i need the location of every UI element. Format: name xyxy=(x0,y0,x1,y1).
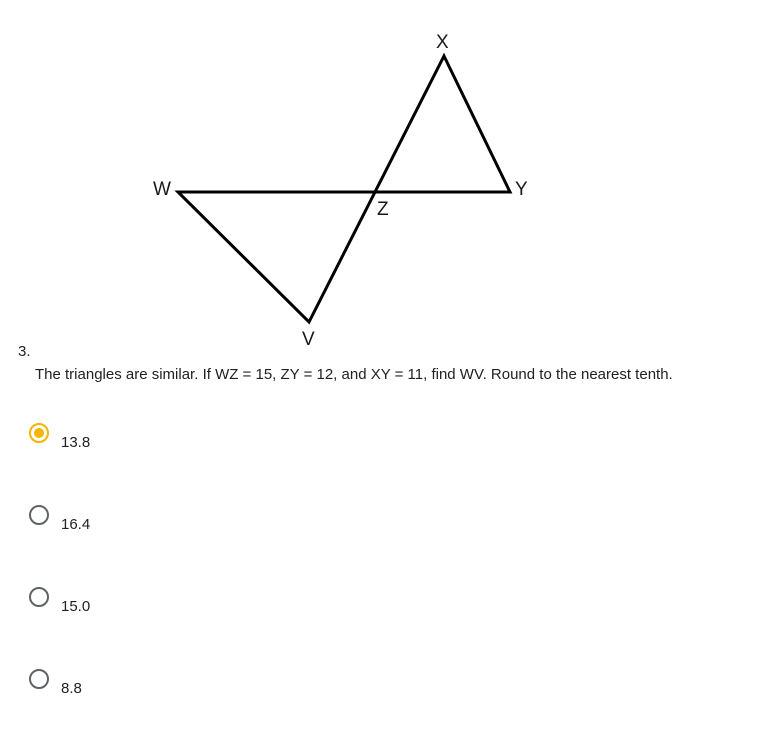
similar-triangles-figure xyxy=(0,0,781,350)
option-label: 16.4 xyxy=(61,516,91,533)
vertex-label-z: Z xyxy=(377,199,389,220)
vertex-label-y: Y xyxy=(515,179,528,200)
question-number: 3. xyxy=(18,343,31,360)
radio-selected-icon[interactable] xyxy=(29,423,49,443)
option-8-8[interactable] xyxy=(28,669,228,729)
option-label: 13.8 xyxy=(61,434,91,451)
radio-unselected-icon[interactable] xyxy=(29,587,49,607)
triangle-xyz xyxy=(375,56,510,192)
radio-unselected-icon[interactable] xyxy=(29,505,49,525)
triangles-diagram xyxy=(0,0,781,350)
triangle-wzv xyxy=(178,192,375,322)
vertex-label-v: V xyxy=(302,329,315,350)
option-label: 15.0 xyxy=(61,598,91,615)
option-16-4[interactable] xyxy=(28,505,228,565)
option-label: 8.8 xyxy=(61,680,82,697)
option-13-8[interactable] xyxy=(28,423,228,483)
question-text: The triangles are similar. If WZ = 15, ZY = 12, and XY = 11, find WV. Round to the nearest tenth. xyxy=(35,366,673,383)
option-15-0[interactable] xyxy=(28,587,228,647)
radio-dot-icon xyxy=(34,428,44,438)
radio-unselected-icon[interactable] xyxy=(29,669,49,689)
vertex-label-x: X xyxy=(436,32,449,53)
vertex-label-w: W xyxy=(153,179,171,200)
